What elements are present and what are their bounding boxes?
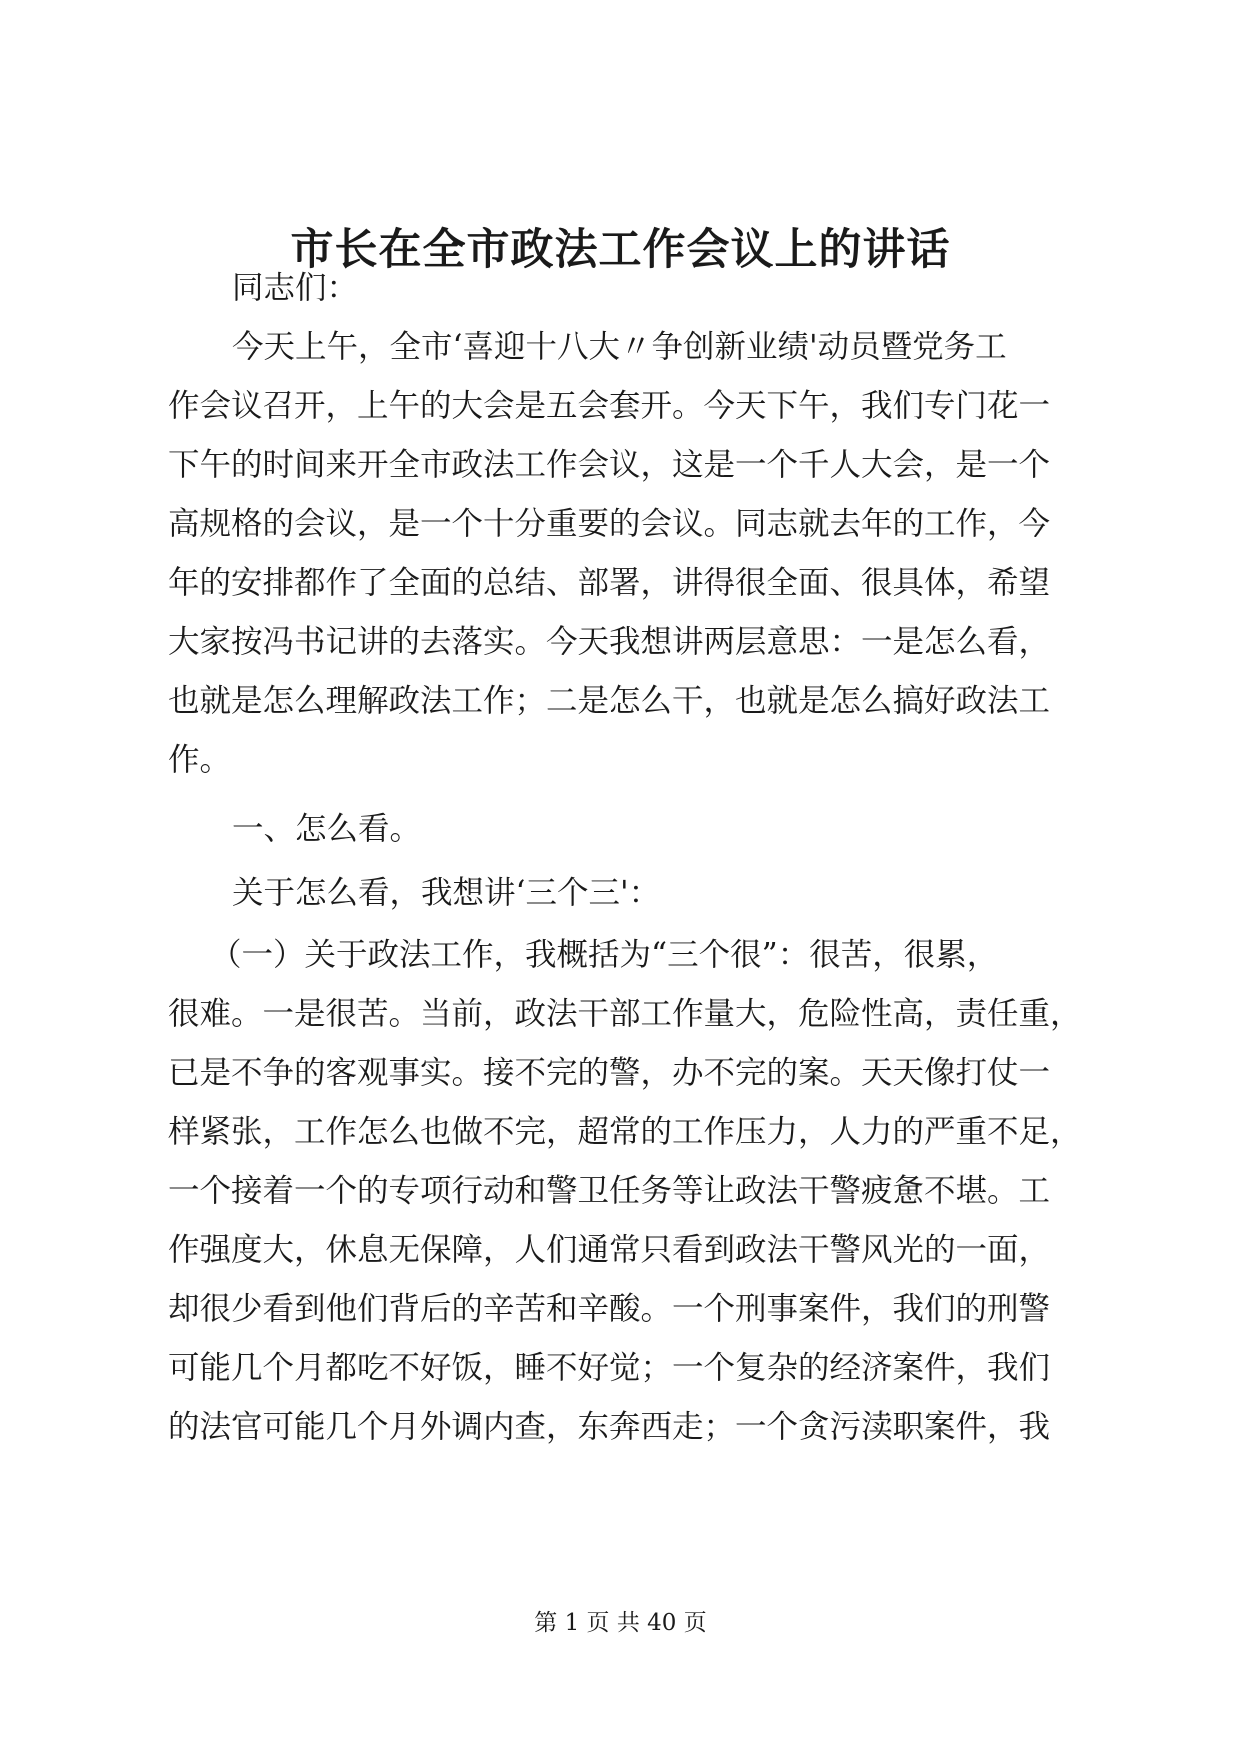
page-number-footer: 第 1 页 共 40 页 xyxy=(534,1610,707,1636)
document-title: 市长在全市政法工作会议上的讲话 xyxy=(290,225,951,275)
paragraph-line: （一）关于政法工作，我概括为“三个很”：很苦，很累， xyxy=(210,937,999,973)
paragraph-line: 年的安排都作了全面的总结、部署，讲得很全面、很具体，希望 xyxy=(168,565,1051,601)
paragraph-line: 作会议召开，上午的大会是五会套开。今天下午，我们专门花一 xyxy=(168,388,1051,424)
paragraph-line: 已是不争的客观事实。接不完的警，办不完的案。天天像打仗一 xyxy=(168,1055,1051,1091)
paragraph-line: 样紧张，工作怎么也做不完，超常的工作压力，人力的严重不足， xyxy=(168,1114,1082,1150)
paragraph-line: 一个接着一个的专项行动和警卫任务等让政法干警疲惫不堪。工 xyxy=(168,1173,1051,1209)
paragraph-line: 很难。一是很苦。当前，政法干部工作量大，危险性高，责任重， xyxy=(168,996,1082,1032)
paragraph-line: 下午的时间来开全市政法工作会议，这是一个千人大会，是一个 xyxy=(168,447,1051,483)
paragraph-line: 作强度大，休息无保障，人们通常只看到政法干警风光的一面， xyxy=(168,1232,1051,1268)
paragraph-line: 也就是怎么理解政法工作；二是怎么干，也就是怎么搞好政法工 xyxy=(168,683,1051,719)
section-heading: 一、怎么看。 xyxy=(232,811,422,847)
paragraph-line: 作。 xyxy=(168,742,232,778)
paragraph-line: 可能几个月都吃不好饭，睡不好觉；一个复杂的经济案件，我们 xyxy=(168,1350,1051,1386)
paragraph-line: 高规格的会议，是一个十分重要的会议。同志就去年的工作，今 xyxy=(168,506,1051,542)
paragraph-line: 同志们： xyxy=(232,270,359,306)
paragraph-line: 今天上午，全市‘喜迎十八大〃争创新业绩'动员暨党务工 xyxy=(232,329,1007,365)
paragraph-line: 关于怎么看，我想讲‘三个三'： xyxy=(232,875,661,911)
paragraph-line: 大家按冯书记讲的去落实。今天我想讲两层意思：一是怎么看， xyxy=(168,624,1051,660)
paragraph-line: 的法官可能几个月外调内查，东奔西走；一个贪污渎职案件，我 xyxy=(168,1409,1051,1445)
paragraph-line: 却很少看到他们背后的辛苦和辛酸。一个刑事案件，我们的刑警 xyxy=(168,1291,1051,1327)
